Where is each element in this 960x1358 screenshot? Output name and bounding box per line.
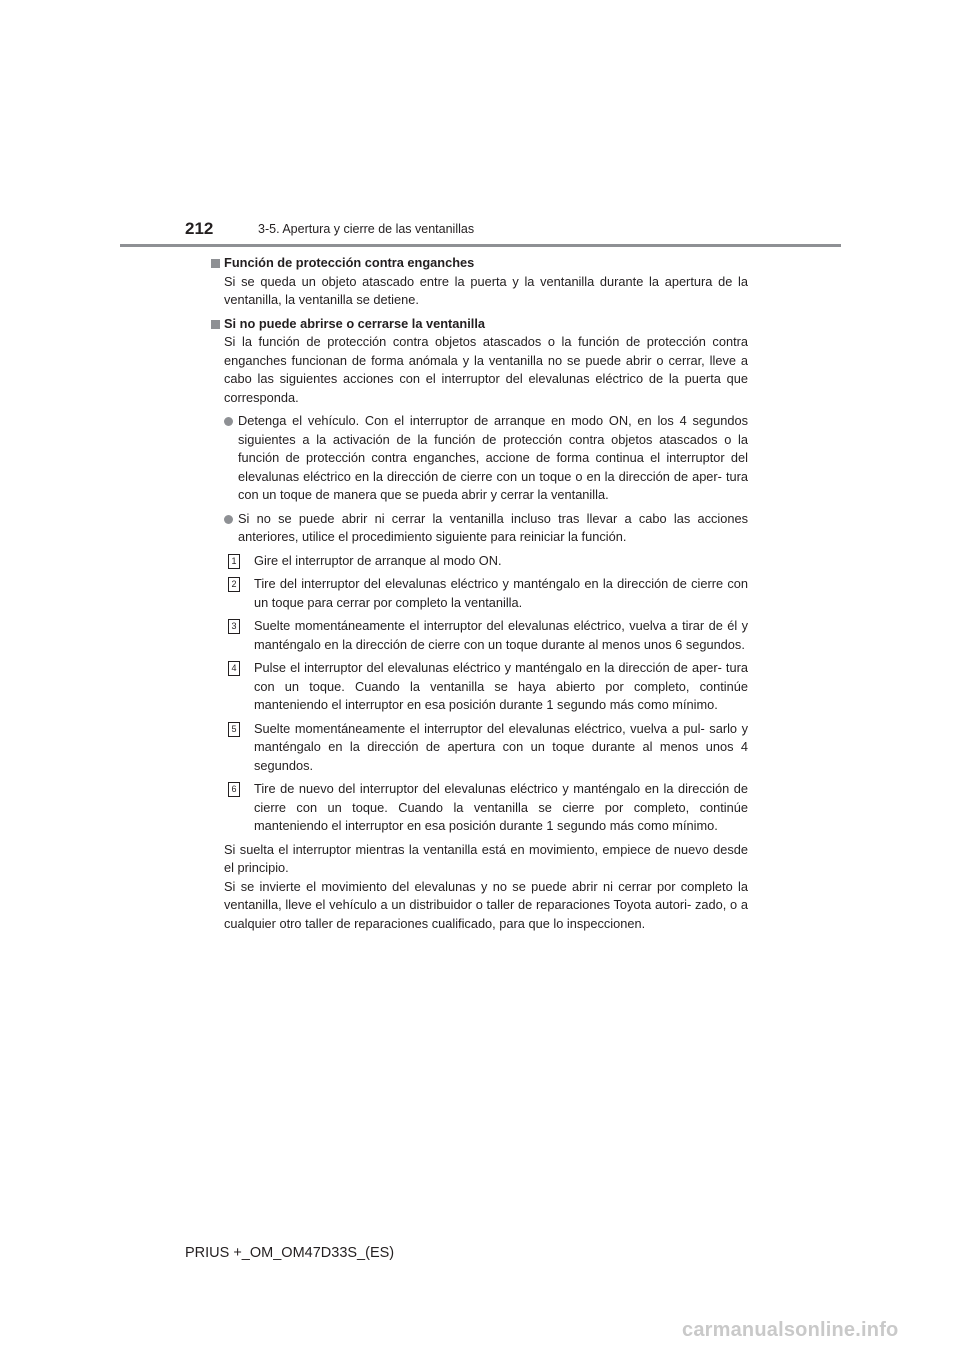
bullet-text: Si no se puede abrir ni cerrar la ventanilla incluso tras llevar a cabo las acciones anteriores, utilice el procedimiento siguiente para reiniciar la función. — [238, 510, 748, 544]
step-text: Pulse el interruptor del elevalunas eléctrico y manténgalo en la dirección de aper- tura con un toque. Cuando la ventanilla se haya abierto por completo, continúe manteniendo el interruptor en esa posición durante 1 segundo más como mínimo. — [254, 660, 748, 712]
step-number: 1 — [228, 554, 240, 569]
heading-anti-jam: Función de protección contra enganches — [210, 254, 748, 273]
closing-para-inspection: Si se invierte el movimiento del elevalunas y no se puede abrir ni cerrar por completo la ventanilla, lleve el vehículo a un distribuidor o taller de reparaciones Toyota autori- zado, o a cualquier otro taller de reparaciones cualificado, para que lo inspeccionen. — [224, 878, 748, 931]
page-number: 212 — [185, 219, 214, 238]
step-text: Tire de nuevo del interruptor del elevalunas eléctrico y manténgalo en la dirección de cierre con un toque. Cuando la ventanilla se cierre por completo, continúe manteniendo el interruptor en esa posición durante 1 segundo más como mínimo. — [254, 781, 748, 833]
step-text: Suelte momentáneamente el interruptor del elevalunas eléctrico, vuelva a pul- sarlo y manténgalo en la dirección de apertura con un toque durante al menos unos 4 segundos. — [254, 720, 748, 773]
step-number: 4 — [228, 661, 240, 676]
step-text: Gire el interruptor de arranque al modo ON. — [254, 552, 502, 568]
step-number: 3 — [228, 619, 240, 634]
step-item — [210, 552, 748, 571]
anti-jam-text: Si se queda un objeto atascado entre la puerta y la ventanilla durante la apertura de la ventanilla, la ventanilla se detiene. — [224, 273, 748, 307]
step-number: 6 — [228, 782, 240, 797]
cannot-open-text: Si la función de protección contra objetos atascados o la función de protección contra enganches funcionan de forma anómala y la ventanilla no se puede abrir o cerrar, lleve a cabo las siguientes acciones con el interruptor del elevalunas eléctrico de la puerta que corresponda. — [224, 334, 748, 405]
watermark: carmanualsonline.info — [682, 1319, 899, 1341]
header-divider — [120, 244, 841, 247]
step-item — [210, 780, 748, 836]
bullet-item — [210, 510, 748, 547]
step-item — [210, 659, 748, 715]
step-number: 2 — [228, 577, 240, 592]
page-content — [210, 254, 748, 933]
section-title: 3-5. Apertura y cierre de las ventanillas — [258, 222, 475, 236]
step-item — [210, 720, 748, 776]
step-text: Suelte momentáneamente el interruptor del elevalunas eléctrico, vuelva a tirar de él y manténgalo en la dirección de cierre con un toque durante al menos unos 6 segundos. — [254, 618, 748, 652]
step-number: 5 — [228, 722, 240, 737]
step-item — [210, 575, 748, 612]
step-item — [210, 617, 748, 654]
bullet-dot-icon — [224, 417, 233, 426]
bullet-text: Detenga el vehículo. Con el interruptor de arranque en modo ON, en los 4 segundos siguientes a la activación de la función de protección contra objetos atascados o la función de protección contra enganches, accione de forma continua el interruptor del elevalunas eléctrico en la dirección de cierre con un toque o en la dirección de aper- tura con un toque de manera que se pueda abrir y cerrar la ventanilla. — [238, 413, 748, 502]
bullet-dot-icon — [224, 515, 233, 524]
bullet-item — [210, 412, 748, 505]
document-code: PRIUS +_OM_OM47D33S_(ES) — [185, 1245, 395, 1261]
step-text: Tire del interruptor del elevalunas eléctrico y manténgalo en la dirección de cierre con un toque para cerrar por completo la ventanilla. — [254, 576, 748, 610]
closing-para-restart: Si suelta el interruptor mientras la ventanilla está en movimiento, empiece de nuevo desde el principio. — [224, 841, 748, 875]
closing-note — [210, 841, 748, 934]
heading-cannot-open: Si no puede abrirse o cerrarse la ventanilla — [210, 315, 748, 334]
